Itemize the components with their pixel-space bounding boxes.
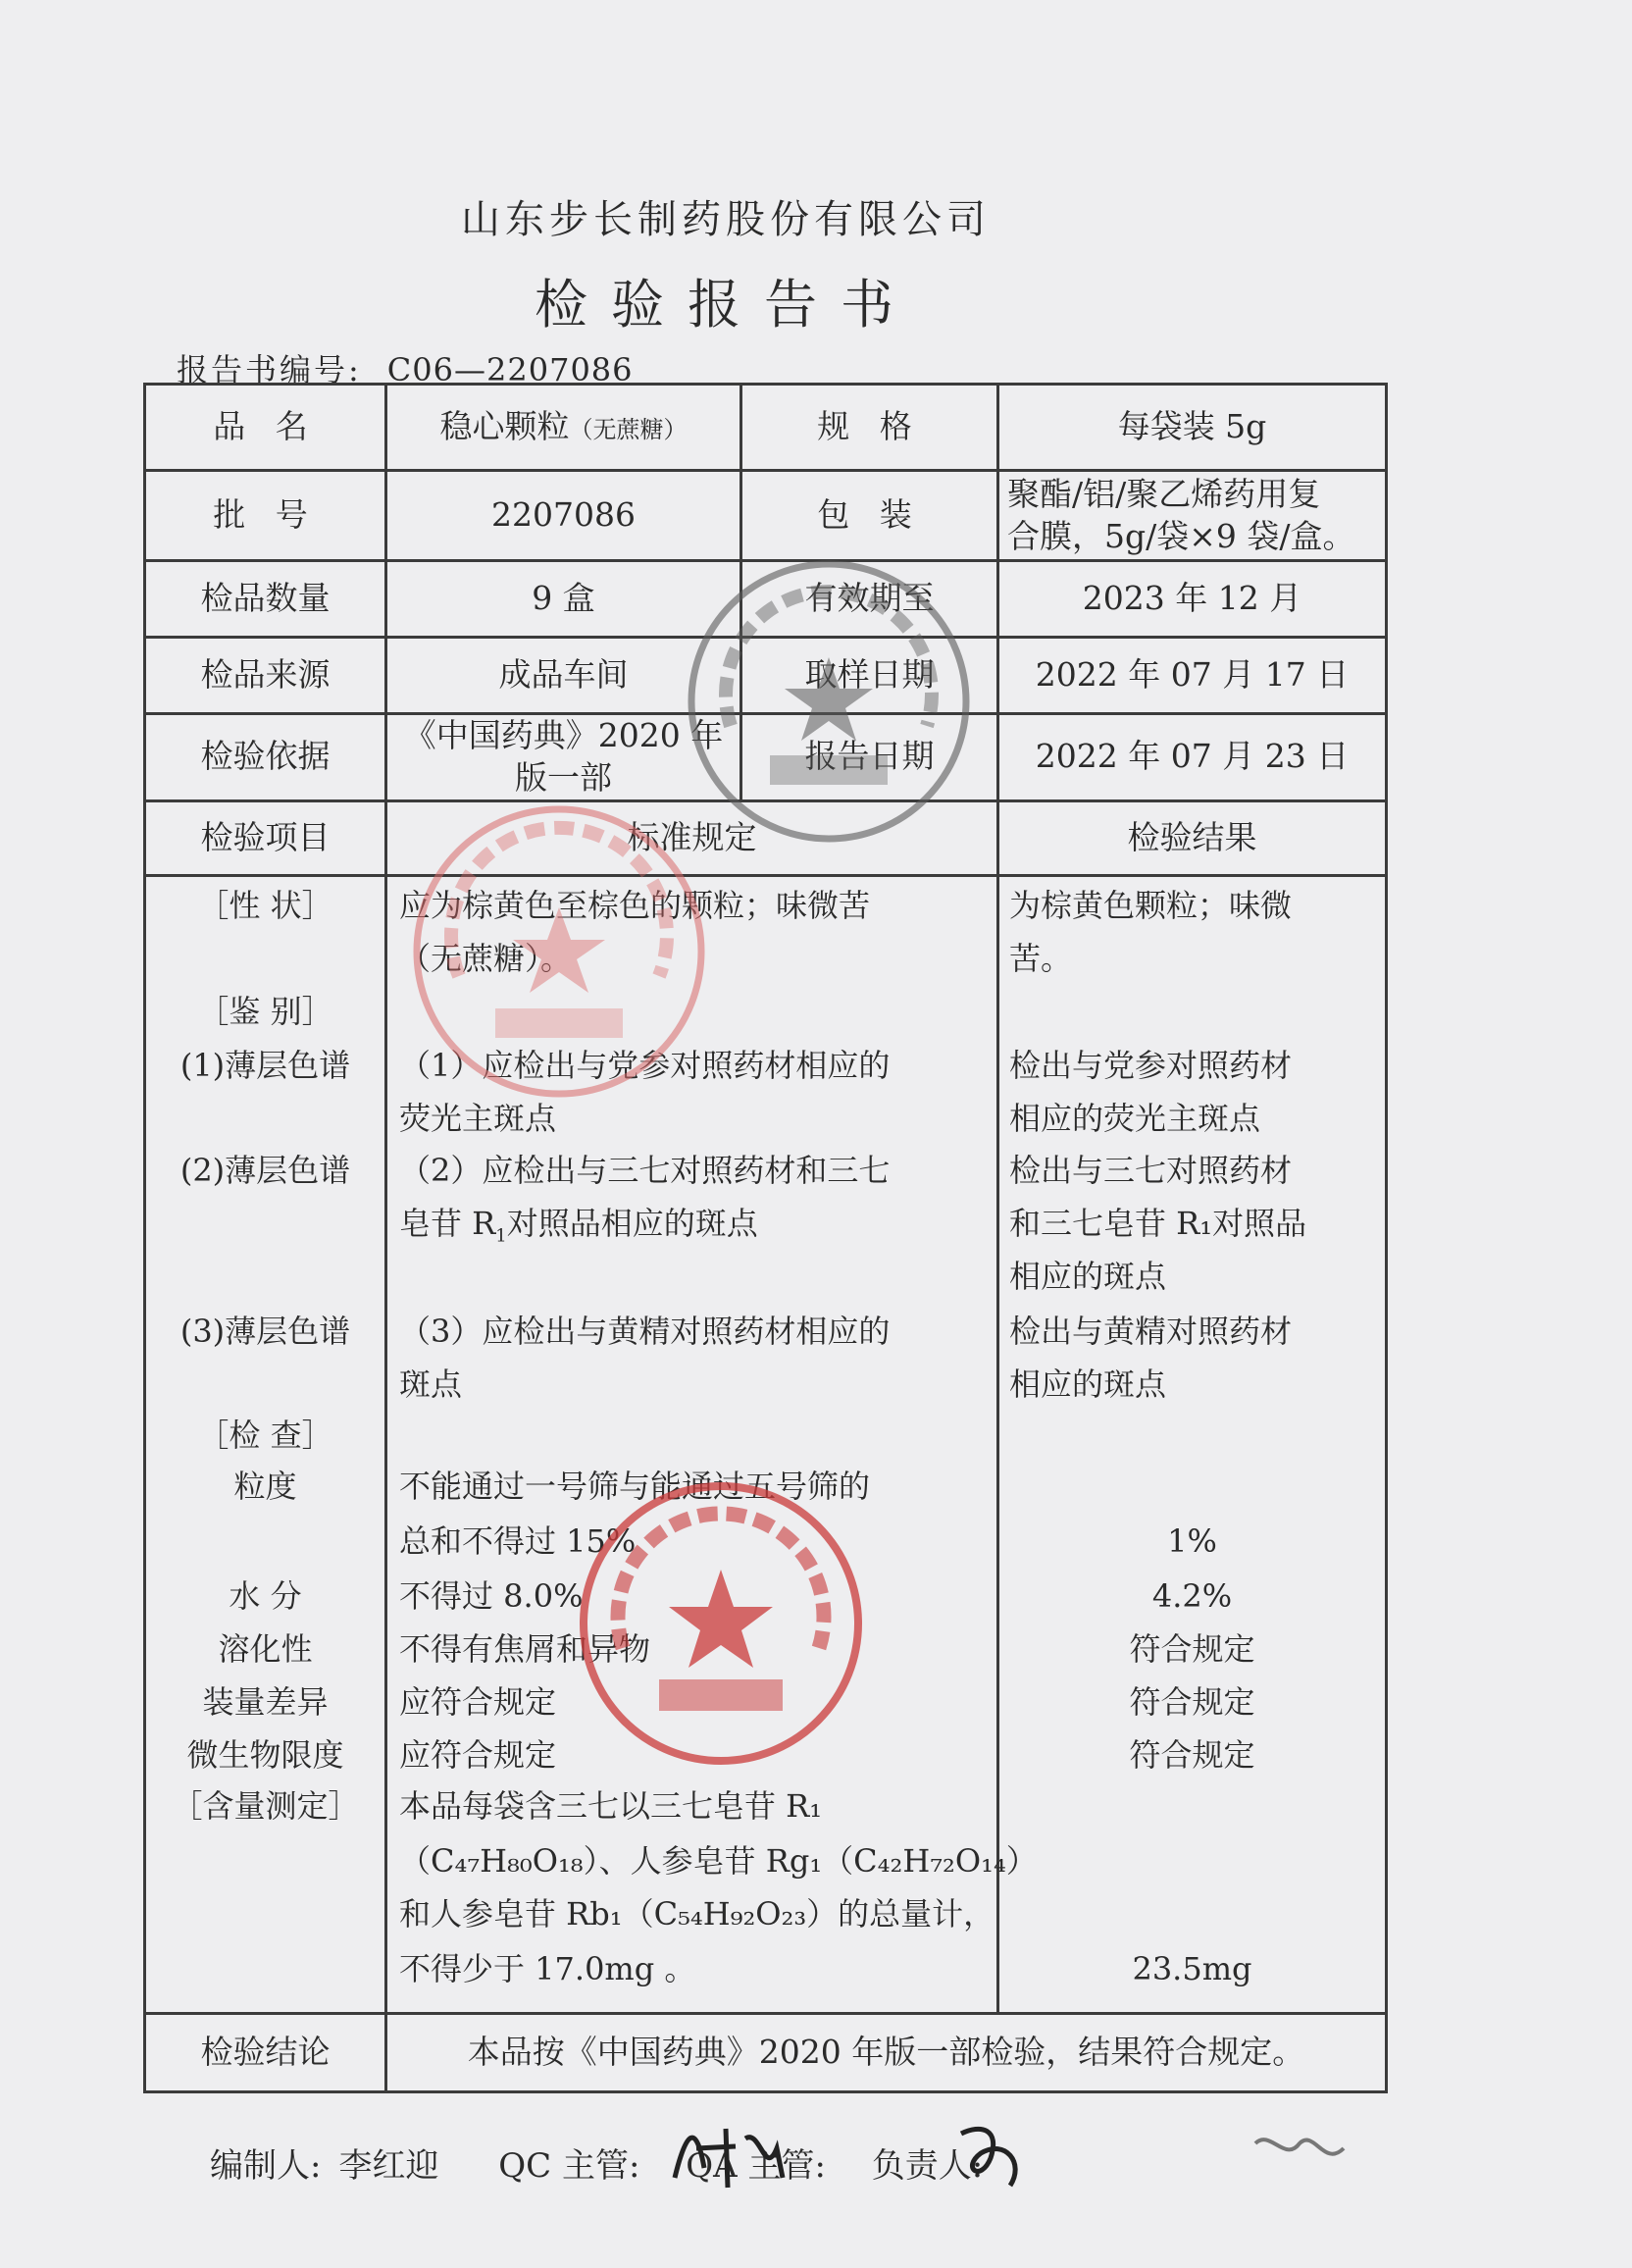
item-solubility: 溶化性 — [218, 1629, 313, 1668]
item-fill-variation: 装量差异 — [202, 1682, 329, 1721]
quantity-label: 检品数量 — [145, 561, 386, 638]
item-granule: 粒度 — [233, 1467, 297, 1505]
report-date-value: 2022 年 07 月 23 日 — [998, 714, 1387, 801]
product-name: 稳心颗粒 — [439, 407, 570, 446]
preparer-label: 编制人: — [210, 2146, 322, 2186]
result-line: 23.5mg — [1132, 1949, 1252, 1987]
standard-line: （无蔗糖）。 — [399, 939, 573, 977]
result-line: 苦。 — [1009, 939, 1073, 977]
result-line: 符合规定 — [1129, 1682, 1255, 1721]
standard-line: （C₄₇H₈₀O₁₈）、人参皂苷 Rg₁（C₄₂H₇₂O₁₄） — [399, 1841, 1038, 1880]
table-row — [145, 875, 1387, 2013]
standard-line: 不得少于 17.0mg 。 — [399, 1949, 696, 1987]
quantity-value: 9 盒 — [386, 561, 741, 638]
result-line: 和三七皂苷 R₁对照品 — [1009, 1204, 1307, 1242]
item-tlc-1: (1)薄层色谱 — [179, 1046, 351, 1084]
result-line: 检出与三七对照药材 — [1009, 1151, 1293, 1189]
spec-value: 每袋装 5g — [998, 385, 1387, 471]
item-assay: ［含量测定］ — [171, 1786, 360, 1825]
basis-line: 版一部 — [515, 757, 612, 797]
conclusion-text: 本品按《中国药典》2020 年版一部检验，结果符合规定。 — [386, 2013, 1387, 2091]
result-line: 相应的斑点 — [1009, 1257, 1167, 1295]
sampling-label: 取样日期 — [741, 638, 998, 714]
result-line: 为棕黄色颗粒；味微 — [1009, 886, 1293, 924]
standard-line: 总和不得过 15% — [399, 1521, 637, 1560]
batch-value: 2207086 — [386, 471, 741, 561]
standard-text: 皂苷 R — [399, 1204, 496, 1242]
result-line: 符合规定 — [1129, 1629, 1255, 1668]
basis-label: 检验依据 — [145, 714, 386, 801]
product-label: 品 名 — [145, 385, 386, 471]
package-line: 聚酯/铝/聚乙烯药用复 — [1007, 474, 1321, 513]
qc-label: QC 主管: — [498, 2146, 640, 2186]
report-date-label: 报告日期 — [741, 714, 998, 801]
standard-line: （1）应检出与党参对照药材相应的 — [399, 1046, 891, 1084]
standard-line: 应符合规定 — [399, 1682, 557, 1721]
source-value: 成品车间 — [386, 638, 741, 714]
standard-subscript: 1 — [495, 1225, 507, 1247]
company-name: 山东步长制药股份有限公司 — [461, 197, 991, 242]
preparer-name: 李红迎 — [338, 2146, 439, 2186]
table-row — [145, 471, 1387, 561]
standard-line: 本品每袋含三七以三七皂苷 R₁ — [399, 1786, 823, 1825]
stamp-qc-pink — [402, 795, 716, 1108]
source-label: 检品来源 — [145, 638, 386, 714]
result-line: 检出与黄精对照药材 — [1009, 1312, 1293, 1350]
standard-text: 对照品相应的斑点 — [506, 1204, 758, 1242]
expiry-label: 有效期至 — [741, 561, 998, 638]
result-line: 符合规定 — [1129, 1735, 1255, 1774]
conclusion-label: 检验结论 — [145, 2013, 386, 2091]
result-line: 检出与党参对照药材 — [1009, 1046, 1293, 1084]
basis-line: 《中国药典》2020 年 — [403, 716, 724, 754]
head-label: 负责人: — [871, 2146, 984, 2186]
standard-line: 不能通过一号筛与能通过五号筛的 — [399, 1467, 871, 1505]
item-appearance: ［性 状］ — [197, 886, 333, 924]
standard-line: 斑点 — [399, 1365, 463, 1403]
sampling-value: 2022 年 07 月 17 日 — [998, 638, 1387, 714]
column-header-item: 检验项目 — [145, 800, 386, 875]
result-line: 相应的斑点 — [1009, 1365, 1167, 1403]
item-inspection: ［检 查］ — [197, 1416, 333, 1454]
package-label: 包 装 — [741, 471, 998, 561]
stamp-qc-red — [569, 1471, 873, 1776]
package-value — [998, 471, 1387, 561]
report-number-label: 报告书编号: — [177, 351, 362, 388]
report-number-value: C06—2207086 — [386, 351, 634, 388]
expiry-value: 2023 年 12 月 — [998, 561, 1387, 638]
item-tlc-2: (2)薄层色谱 — [179, 1151, 351, 1189]
standard-line: 和人参皂苷 Rb₁（C₅₄H₉₂O₂₃）的总量计， — [399, 1894, 995, 1933]
table-row — [145, 2013, 1387, 2091]
result-line: 相应的荧光主斑点 — [1009, 1099, 1261, 1137]
standard-line: （3）应检出与黄精对照药材相应的 — [399, 1312, 891, 1350]
table-row — [145, 385, 1387, 471]
stamp-qc-gray — [677, 549, 981, 853]
item-identification: ［鉴 别］ — [197, 992, 333, 1030]
standard-line: 应为棕黄色至棕色的颗粒；味微苦 — [399, 886, 871, 924]
spec-label: 规 格 — [741, 385, 998, 471]
items-cell — [145, 875, 386, 2013]
result-line: 4.2% — [1151, 1576, 1233, 1615]
item-moisture: 水 分 — [229, 1576, 302, 1615]
result-line: 1% — [1167, 1521, 1217, 1560]
qa-label: QA 主管: — [686, 2146, 826, 2186]
standard-line: 荧光主斑点 — [399, 1099, 557, 1137]
item-tlc-3: (3)薄层色谱 — [179, 1312, 351, 1350]
item-microbial: 微生物限度 — [186, 1735, 344, 1774]
standard-line: （2）应检出与三七对照药材和三七 — [399, 1151, 891, 1189]
standard-line: 不得过 8.0% — [399, 1576, 584, 1615]
signature-scribbles — [667, 2109, 1412, 2197]
column-header-standard: 标准规定 — [386, 800, 998, 875]
report-title: 检验报告书 — [535, 274, 917, 335]
standard-line — [399, 1197, 758, 1263]
product-value — [386, 385, 741, 471]
package-line: 合膜，5g/袋×9 袋/盒。 — [1007, 516, 1355, 555]
standard-line: 不得有焦屑和异物 — [399, 1629, 651, 1668]
results-cell — [998, 875, 1387, 2013]
column-header-result: 检验结果 — [998, 800, 1387, 875]
batch-label: 批 号 — [145, 471, 386, 561]
product-note: （无蔗糖） — [569, 416, 688, 444]
standard-line: 应符合规定 — [399, 1735, 557, 1774]
